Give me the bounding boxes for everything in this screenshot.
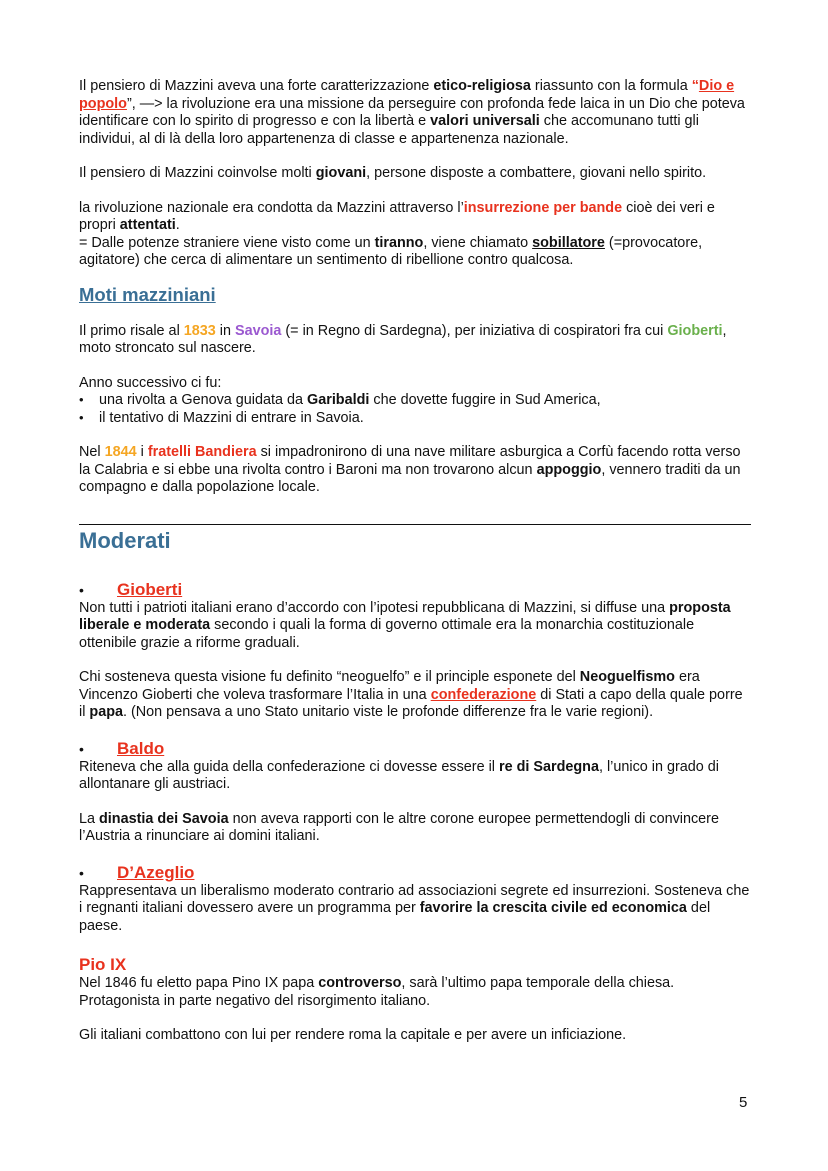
pio-paragraph-1: Nel 1846 fu eletto papa Pino IX papa controverso, sarà l’ultimo papa temporale della chiesa. Protagonista in parte negativo del risorgimento italiano. [79, 975, 675, 1009]
dazeglio-paragraph-1: Rappresentava un liberalismo moderato contrario ad associazioni segrete ed insurrezioni. Sosteneva che i regnanti italiani dovessero avere un programma per favorire la crescita civile ed economica del paese. [79, 882, 750, 934]
pio-paragraph-2: Gli italiani combattono con lui per rendere roma la capitale e per avere un inficiazione. [79, 1027, 627, 1043]
bullet-icon: • [79, 864, 84, 881]
list-item: • il tentativo di Mazzini di entrare in Savoia. [79, 410, 751, 428]
bullet-icon: • [79, 740, 84, 757]
gioberti-heading: • Gioberti [79, 579, 183, 599]
gioberti-paragraph-2: Chi sosteneva questa visione fu definito “neoguelfo” e il principle esponete del Neoguelfismo era Vincenzo Gioberti che voleva trasformare l’Italia in una confederazione di Stati a capo della quale porre il papa. (Non pensava a uno Stato unitario viste le profonde differenze fra le varie regioni). [79, 669, 743, 720]
moti-heading: Moti mazziniani [79, 283, 216, 305]
bullet-icon: • [79, 581, 84, 598]
moti-bullet-list [79, 392, 751, 427]
intro-paragraph-2: Il pensiero di Mazzini coinvolse molti giovani, persone disposte a combattere, giovani nello spirito. [79, 165, 707, 181]
gioberti-paragraph-1: Non tutti i patrioti italiani erano d’accordo con l’ipotesi repubblicana di Mazzini, si diffuse una proposta liberale e moderata secondo i quali la forma di governo ottimale era la monarchia costituzionale ottenibile grazie a riforme graduali. [79, 599, 731, 651]
moti-paragraph-3: Nel 1844 i fratelli Bandiera si impadronirono di una nave militare asburgica a Corfù facendo rotta verso la Calabria e si ebbe una rivolta contro i Baroni ma non trovarono alcun appoggio, vennero traditi da un compagno e dalla popolazione locale. [79, 444, 741, 495]
baldo-heading: • Baldo [79, 738, 165, 758]
dazeglio-heading: • D’Azeglio [79, 862, 195, 882]
document-page [79, 78, 751, 1045]
moti-paragraph-2: Anno successivo ci fu: [79, 374, 222, 391]
dio-e-popolo-highlight: Dio e popolo [79, 78, 735, 112]
section-divider [79, 524, 751, 525]
pio-ix-heading: Pio IX [79, 955, 127, 974]
intro-paragraph-3: la rivoluzione nazionale era condotta da Mazzini attraverso l’insurrezione per bande cioè dei veri e propri attentati. [79, 199, 715, 233]
intro-paragraph-4: = Dalle potenze straniere viene visto come un tiranno, viene chiamato sobillatore (=provocatore, agitatore) che cerca di alimentare un sentimento di ribellione contro qualcosa. [79, 234, 703, 268]
intro-paragraph-1: Il pensiero di Mazzini aveva una forte caratterizzazione etico-religiosa riassunto con la formula “Dio e popolo”, —> la rivoluzione era una missione da perseguire con profonda fede laica in un Dio che poteva identificare con lo spirito di progresso e con la libertà e valori universali che accomunano tutti gli individui, al di là della loro appartenenza di classe e appartenenza nazionale. [79, 78, 745, 147]
moti-paragraph-1: Il primo risale al 1833 in Savoia (= in Regno di Sardegna), per iniziativa di cospiratori fra cui Gioberti, moto stroncato sul nascere. [79, 322, 727, 356]
baldo-paragraph-2: La dinastia dei Savoia non aveva rapporti con le altre corone europee permettendogli di convincere l’Austria a rinunciare ai domini italiani. [79, 810, 719, 844]
page-number: 5 [739, 1094, 748, 1111]
list-item: • una rivolta a Genova guidata da Garibaldi che dovette fuggire in Sud America, [79, 392, 751, 410]
moderati-heading: Moderati [79, 527, 171, 553]
baldo-paragraph-1: Riteneva che alla guida della confederazione ci dovesse essere il re di Sardegna, l’unico in grado di allontanare gli austriaci. [79, 758, 719, 792]
